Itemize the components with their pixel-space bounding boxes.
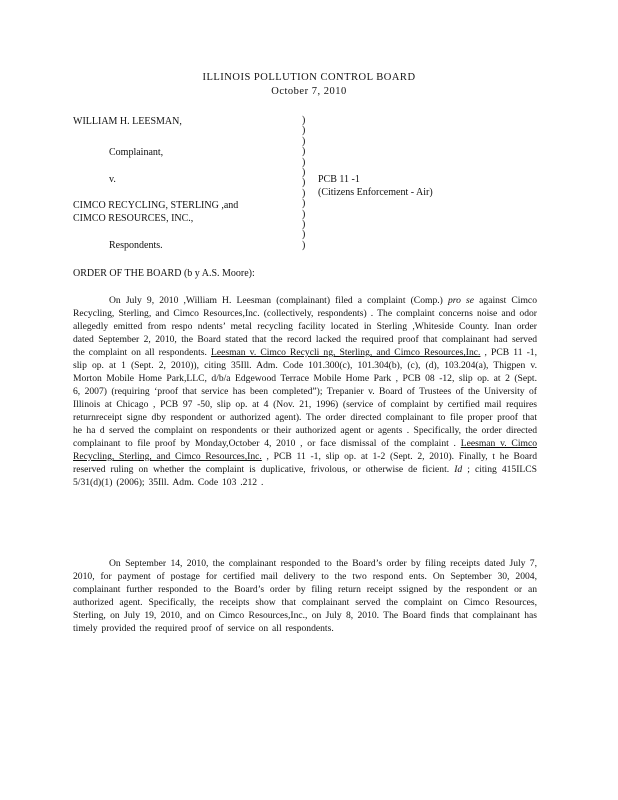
case-type: (Citizens Enforcement - Air) xyxy=(318,187,433,198)
paragraph-1 xyxy=(73,294,537,489)
paragraph-1-text: On July 9, 2010 ,William H. Leesman (complainant) filed a complaint (Comp.) xyxy=(109,295,448,306)
case-number: PCB 11 -1 xyxy=(318,174,360,185)
complainant-name: WILLIAM H. LEESMAN, xyxy=(73,116,182,127)
respondent-role: Respondents. xyxy=(109,240,163,251)
paragraph-1-text: , PCB 11 -1, slip op. at 1 (Sept. 2, 2010)), citing 35Ill. Adm. Code 101.300(c), 101.304(b), (c), (d), 103.204(a), Thigpen v. Morton Mobile Home Park,LLC, d/b/a Edgewood Terrace Mobile Home Park , PCB 08 -12, slip op. at 2 (Sept. 6, 2007) (requiring ‘proof that service has been completed”); Trepanier v. Board of Trustees of the University of Illinois at Chicago , PCB 97 -50, slip op. at 4 (Nov. 21, 1996) (service of complaint by certified mail requires returnreceipt signe dby respondent or authorized agent). The order directed complainant to file proper proof that he ha d served the complaint on respondents or their authorized agent or agents . Specifically, the order directed complainant to file proof by Monday,October 4, 2010 , or face dismissal of the complaint . xyxy=(73,347,537,449)
pro-se-italic: pro se xyxy=(447,295,475,306)
complainant-role: Complainant, xyxy=(109,147,164,158)
paragraph-1-text: ; citing 415ILCS 5/31(d)(1) (2006); 35Ill. Adm. Code 103 .212 . xyxy=(73,464,538,488)
case-citation-underlined: Leesman v. Cimco Recycli ng, Sterling, and Cimco Resources,Inc. xyxy=(210,347,481,358)
case-citation-underlined: Leesman v. Cimco Recycling, Sterling, and Cimco Resources,Inc. xyxy=(73,438,538,462)
versus-label: v. xyxy=(109,174,116,185)
order-heading: ORDER OF THE BOARD (b y A.S. Moore): xyxy=(73,268,255,279)
document-date: October 7, 2010 xyxy=(271,86,347,97)
agency-title: ILLINOIS POLLUTION CONTROL BOARD xyxy=(202,72,416,83)
paragraph-1-text: against Cimco Recycling, Sterling, and Cimco Resources,Inc. (collectively, respondents) . The complaint concerns noise and odor allegedly emitted from respo ndents’ metal recycling facility located in Sterling ,Whiteside County. Inan order dated September 2, 2010, the Board stated that the record lacked the required proof that complainant had served the complaint on all respondents. xyxy=(73,295,537,358)
id-italic: Id xyxy=(454,464,463,475)
paragraph-2-text: On September 14, 2010, the complainant responded to the Board’s order by filing receipts dated July 7, 2010, for payment of postage for certified mail delivery to the two respond ents. On September 30, 2004, complainant further responded to the Board’s order by filing return receipt ssigned by the respondent or an authorized agent. Specifically, the receipts show that complainant served the complaint on Cimco Resources, Sterling, on July 19, 2010, and on Cimco Resources,Inc., on July 8, 2010. The Board finds that complainant has timely provided the required proof of service on all respondents. xyxy=(73,558,537,634)
respondent-line-1: CIMCO RECYCLING, STERLING ,and xyxy=(73,200,239,211)
paragraph-1-text: , PCB 11 -1, slip op. at 1-2 (Sept. 2, 2010). Finally, t he Board reserved ruling on whether the complaint is duplicative, frivolous, or otherwise de ficient. xyxy=(73,451,538,475)
caption-parentheses: ) ) ) ) ) ) ) ) ) ) ) ) ) xyxy=(302,115,306,251)
respondent-line-2: CIMCO RESOURCES, INC., xyxy=(73,213,194,224)
paragraph-2 xyxy=(73,557,537,635)
